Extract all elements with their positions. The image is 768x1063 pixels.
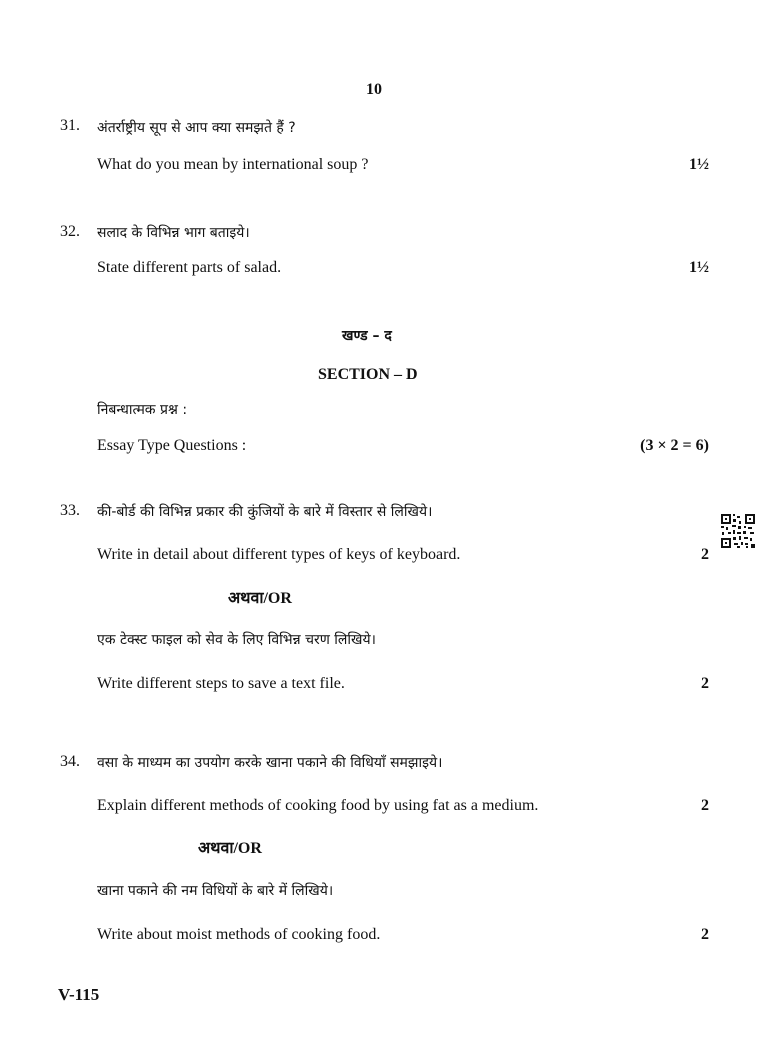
marks: 1½ [689,156,709,173]
question-number: 34. [60,753,80,770]
marks: 1½ [689,259,709,276]
question-english-alt: Write about moist methods of cooking food. [97,926,381,943]
question-hindi: की-बोर्ड की विभिन्न प्रकार की कुंजियों के बारे में विस्तार से लिखिये। [97,504,433,520]
question-english-alt: Write different steps to save a text file. [97,675,345,692]
section-title: SECTION – D [318,366,418,383]
marks: 2 [701,675,709,692]
marks: 2 [701,797,709,814]
question-hindi: सलाद के विभिन्न भाग बताइये। [97,225,250,241]
question-number: 32. [60,223,80,240]
question-english: State different parts of salad. [97,259,282,276]
page-number: 10 [366,81,382,98]
question-hindi-alt: एक टेक्स्ट फाइल को सेव के लिए विभिन्न चरण लिखिये। [97,632,376,648]
question-number: 33. [60,502,80,519]
question-english: What do you mean by international soup ? [97,156,369,173]
question-hindi: अंतर्राष्ट्रीय सूप से आप क्या समझते हैं ? [97,120,296,136]
question-hindi: वसा के माध्यम का उपयोग करके खाना पकाने की विधियाँ समझाइये। [97,755,443,771]
question-english: Explain different methods of cooking food by using fat as a medium. [97,797,539,814]
question-hindi-alt: खाना पकाने की नम विधियों के बारे में लिखिये। [97,883,334,899]
or-label: अथवा/OR [198,840,262,857]
marks: 2 [701,926,709,943]
marks: 2 [701,546,709,563]
section-marks: (3 × 2 = 6) [640,437,709,454]
question-english: Write in detail about different types of keys of keyboard. [97,546,461,563]
or-label: अथवा/OR [228,590,292,607]
question-number: 31. [60,117,80,134]
qr-code-icon [720,513,756,549]
section-title-hindi: खण्ड – द [342,328,392,344]
question-type: Essay Type Questions : [97,437,247,454]
question-type-hindi: निबन्धात्मक प्रश्न : [97,402,188,418]
paper-code: V-115 [58,985,100,1004]
